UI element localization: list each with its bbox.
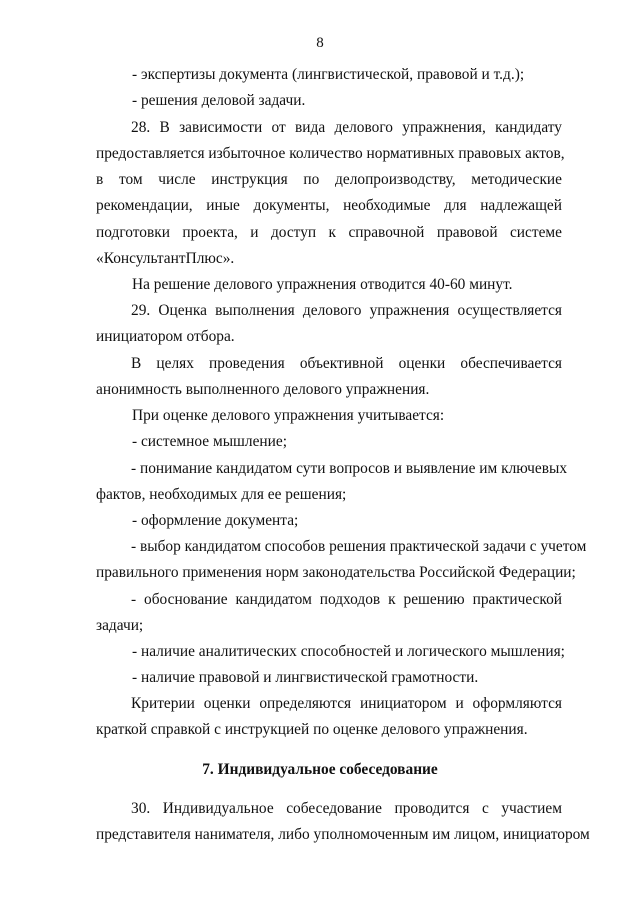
text-line: рекомендации, иные документы, необходимые для надлежащей (96, 197, 562, 214)
text-line: - наличие аналитических способностей и логического мышления; (132, 643, 565, 660)
text-line: При оценке делового упражнения учитывается: (132, 407, 445, 424)
text-line: - выбор кандидатом способов решения практической задачи с учетом (131, 538, 587, 555)
text-line: - обоснование кандидатом подходов к решению практической (131, 591, 562, 608)
page-number: 8 (316, 35, 324, 51)
text-line: - оформление документа; (132, 512, 299, 529)
text-line: - понимание кандидатом сути вопросов и выявление им ключевых (131, 460, 568, 477)
text-line: На решение делового упражнения отводится 40-60 минут. (132, 276, 513, 293)
text-line: «КонсультантПлюс». (96, 250, 235, 267)
text-line: в том числе инструкция по делопроизводству, методические (96, 171, 562, 188)
text-line: краткой справкой с инструкцией по оценке делового упражнения. (96, 721, 528, 738)
text-line: правильного применения норм законодательства Российской Федерации; (96, 564, 576, 581)
text-line: - наличие правовой и лингвистической грамотности. (132, 669, 479, 686)
text-line: 28. В зависимости от вида делового упражнения, кандидату (131, 119, 562, 136)
text-line: - решения деловой задачи. (132, 92, 306, 109)
text-line: представителя нанимателя, либо уполномоченным им лицом, инициатором (96, 826, 590, 843)
text-line: предоставляется избыточное количество нормативных правовых актов, (96, 145, 565, 162)
text-line: задачи; (96, 617, 144, 634)
text-line: 29. Оценка выполнения делового упражнения осуществляется (131, 302, 562, 319)
section-heading: 7. Индивидуальное собеседование (202, 761, 438, 778)
text-line: Критерии оценки определяются инициатором и оформляются (131, 695, 562, 712)
text-line: анонимность выполненного делового упражнения. (96, 381, 430, 398)
text-line: 30. Индивидуальное собеседование проводится с участием (131, 800, 562, 817)
text-line: В целях проведения объективной оценки обеспечивается (131, 355, 562, 372)
text-line: - системное мышление; (132, 433, 287, 450)
text-line: фактов, необходимых для ее решения; (96, 486, 347, 503)
text-line: подготовки проекта, и доступ к справочной правовой системе (96, 224, 562, 241)
text-line: - экспертизы документа (лингвистической, правовой и т.д.); (132, 66, 525, 83)
text-line: инициатором отбора. (96, 328, 235, 345)
